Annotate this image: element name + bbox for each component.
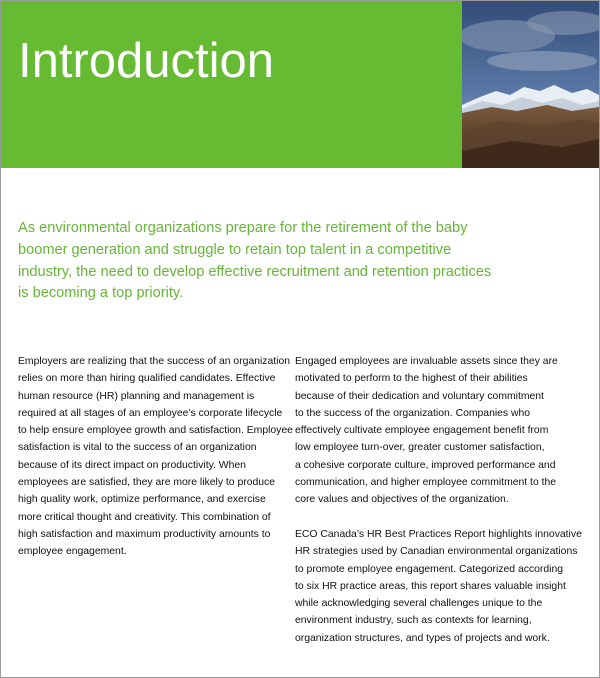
- body-text-line: a cohesive corporate culture, improved performance and: [295, 459, 556, 471]
- body-text-line: required at all stages of an employee’s corporate lifecycle: [18, 407, 283, 419]
- body-text-line: high quality work, optimize performance, and exercise: [18, 494, 266, 506]
- intro-paragraph: As environmental organizations prepare for the retirement of the baby boomer generation and struggle to retain top talent in a competitive industry, the need to develop effective recruitment and retention practices is becoming a top priority.: [18, 220, 492, 302]
- body-text-line: effectively cultivate employee engagement benefit from: [295, 425, 549, 437]
- body-text-line: relies on more than hiring qualified candidates. Effective: [18, 373, 276, 385]
- body-text-line: Engaged employees are invaluable assets since they are: [295, 356, 558, 367]
- body-text-line: Employers are realizing that the success of an organization: [18, 356, 291, 367]
- body-text-line: employee engagement.: [18, 546, 127, 558]
- paragraph-gap: [295, 509, 582, 526]
- body-text-line: HR strategies used by Canadian environmental organizations: [295, 546, 578, 558]
- body-text-line: more critical thought and creativity. This combination of: [18, 511, 271, 523]
- body-text-line: organization structures, and types of projects and work.: [295, 632, 550, 644]
- body-text-line: because of their dedication and voluntary commitment: [295, 390, 544, 402]
- mountain-landscape-photo: [462, 1, 599, 168]
- body-text-line: because of its direct impact on productivity. When: [18, 459, 246, 471]
- page-title: Introduction: [18, 34, 275, 88]
- body-text-line: employees are satisfied, they are more likely to produce: [18, 477, 276, 489]
- body-text-line: while acknowledging several challenges unique to the: [295, 598, 543, 610]
- body-text-line: to help ensure employee growth and satisfaction. Employee: [18, 425, 293, 437]
- body-text-line: to the success of the organization. Companies who: [295, 407, 531, 419]
- body-text-line: satisfaction is vital to the success of an organization: [18, 442, 257, 454]
- body-text-line: high satisfaction and maximum productivity amounts to: [18, 528, 271, 540]
- body-text-line: motivated to perform to the highest of their abilities: [295, 373, 528, 385]
- left-column: [18, 353, 293, 561]
- header-banner: [1, 1, 462, 168]
- body-text-line: low employee turn-over, greater customer satisfaction,: [295, 442, 545, 454]
- right-column: [295, 353, 582, 647]
- body-text-line: environment industry, such as contexts for learning,: [295, 615, 532, 627]
- body-text-line: human resource (HR) planning and management is: [18, 390, 255, 402]
- body-text-line: to six HR practice areas, this report shares valuable insight: [295, 580, 566, 592]
- body-text-line: ECO Canada’s HR Best Practices Report highlights innovative: [295, 528, 582, 540]
- body-text-line: core values and objectives of the organization.: [295, 494, 509, 506]
- body-text-line: communication, and higher employee commitment to the: [295, 477, 557, 489]
- body-text-line: to promote employee engagement. Categorized according: [295, 563, 564, 575]
